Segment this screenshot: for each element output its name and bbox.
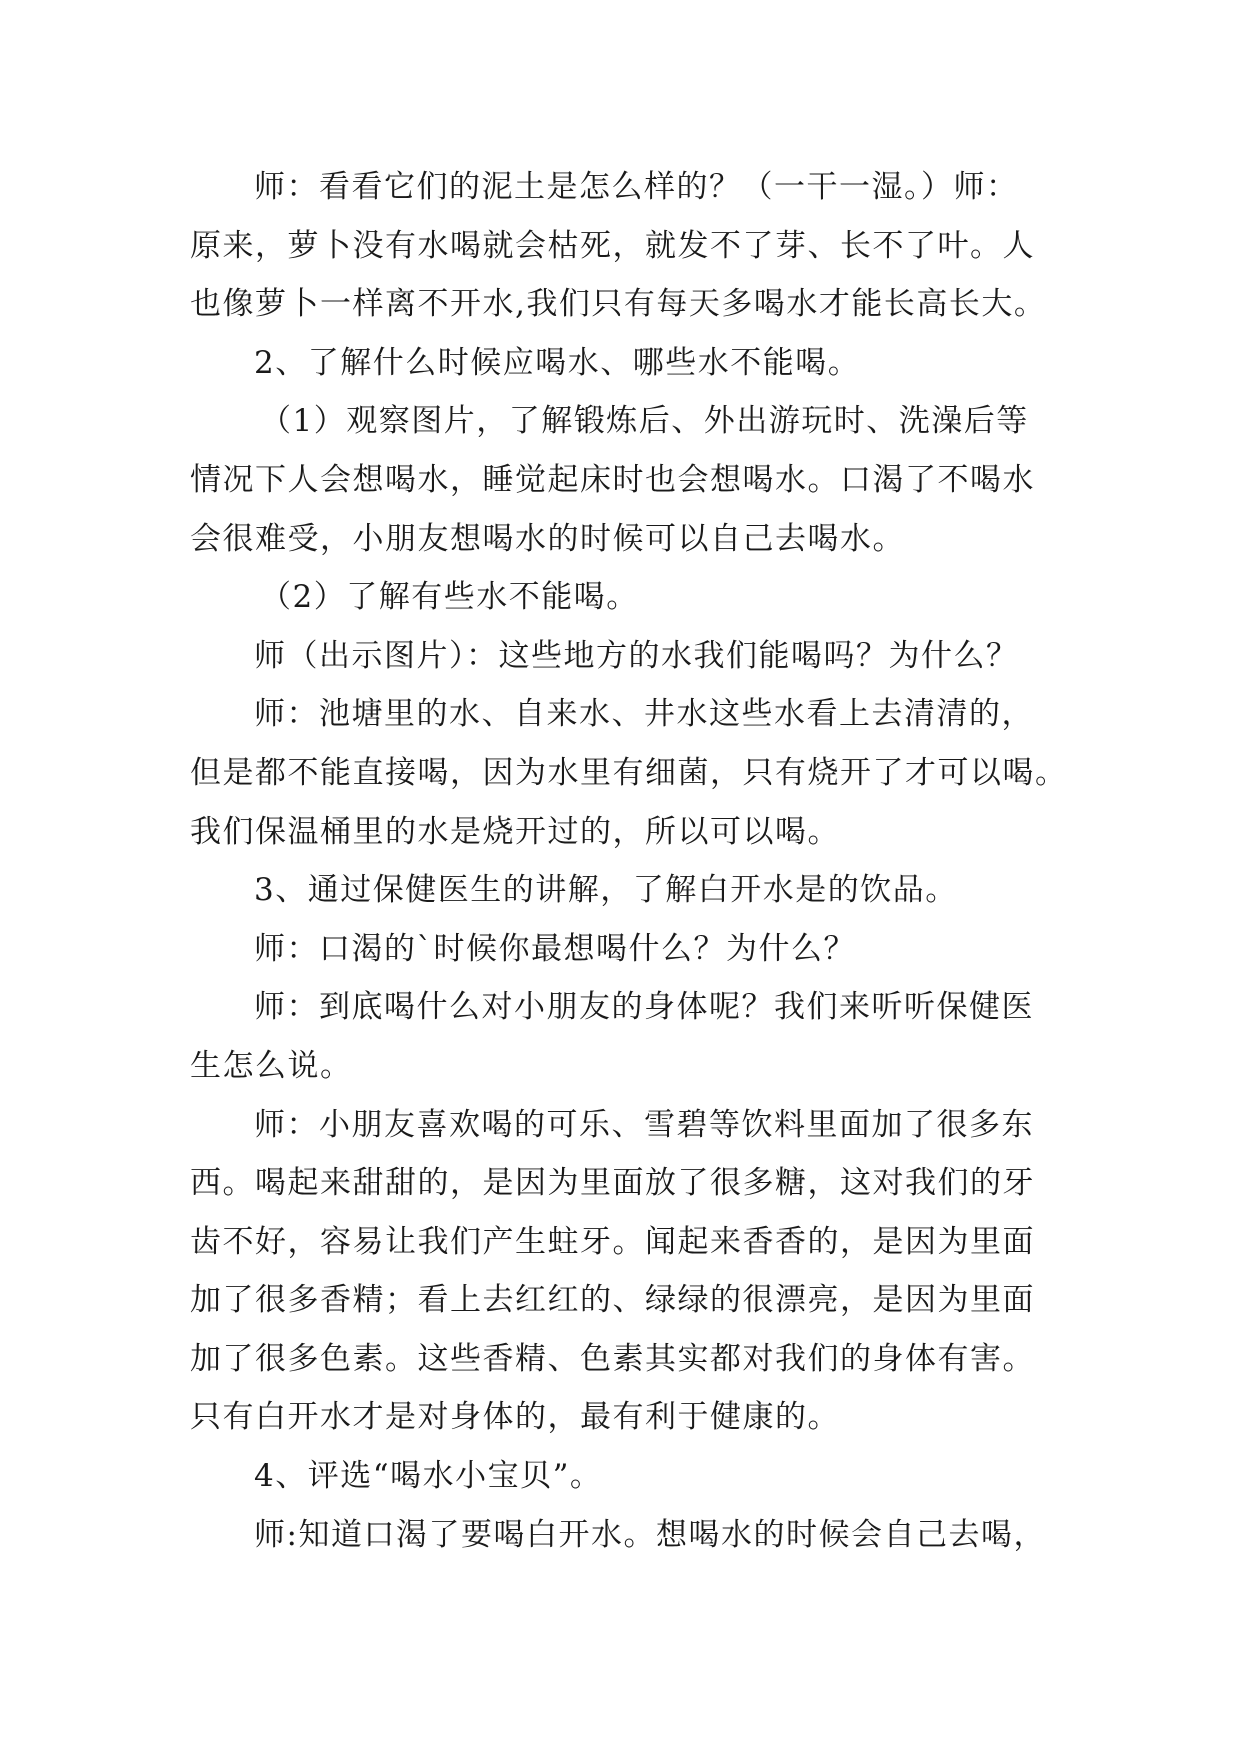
text-line: 但是都不能直接喝，因为水里有细菌，只有烧开了才可以喝。 bbox=[190, 754, 1068, 791]
text-line: 加了很多色素。这些香精、色素其实都对我们的身体有害。 bbox=[190, 1340, 1035, 1377]
text-line: 原来，萝卜没有水喝就会枯死，就发不了芽、长不了叶。人 bbox=[190, 227, 1035, 264]
text-line: 情况下人会想喝水，睡觉起床时也会想喝水。口渴了不喝水 bbox=[190, 461, 1035, 498]
text-line: 西。喝起来甜甜的，是因为里面放了很多糖，这对我们的牙 bbox=[190, 1165, 1035, 1202]
text-line: 会很难受，小朋友想喝水的时候可以自己去喝水。 bbox=[190, 520, 905, 557]
text-line: 师（出示图片）：这些地方的水我们能喝吗？为什么？ bbox=[254, 637, 1019, 674]
text-line: 4、评选“喝水小宝贝”。 bbox=[254, 1458, 603, 1495]
text-line: 我们保温桶里的水是烧开过的，所以可以喝。 bbox=[190, 813, 840, 850]
text-line: 也像萝卜一样离不开水,我们只有每天多喝水才能长高长大。 bbox=[190, 286, 1047, 323]
text-line: 2、了解什么时候应喝水、哪些水不能喝。 bbox=[254, 344, 861, 381]
text-line: 齿不好，容易让我们产生蛀牙。闻起来香香的，是因为里面 bbox=[190, 1223, 1035, 1260]
text-line: （1）观察图片，了解锻炼后、外出游玩时、洗澡后等 bbox=[260, 403, 1029, 440]
text-line: 师：池塘里的水、自来水、井水这些水看上去清清的， bbox=[254, 696, 1034, 733]
text-line: 师：小朋友喜欢喝的可乐、雪碧等饮料里面加了很多东 bbox=[254, 1106, 1034, 1143]
text-line: 只有白开水才是对身体的，最有利于健康的。 bbox=[190, 1399, 840, 1436]
text-line: 加了很多香精；看上去红红的、绿绿的很漂亮，是因为里面 bbox=[190, 1282, 1035, 1319]
text-line: 师：看看它们的泥土是怎么样的？（一干一湿。）师： bbox=[254, 169, 1019, 205]
text-line: 生怎么说。 bbox=[190, 1047, 353, 1084]
text-line: 师：口渴的`时候你最想喝什么？为什么？ bbox=[254, 930, 856, 967]
document-body bbox=[190, 158, 1090, 1564]
text-line: 3、通过保健医生的讲解，了解白开水是的饮品。 bbox=[254, 872, 958, 909]
text-line: （2）了解有些水不能喝。 bbox=[260, 579, 639, 616]
text-line: 师:知道口渴了要喝白开水。想喝水的时候会自己去喝， bbox=[254, 1516, 1046, 1553]
text-line: 师：到底喝什么对小朋友的身体呢？我们来听听保健医 bbox=[254, 989, 1034, 1026]
